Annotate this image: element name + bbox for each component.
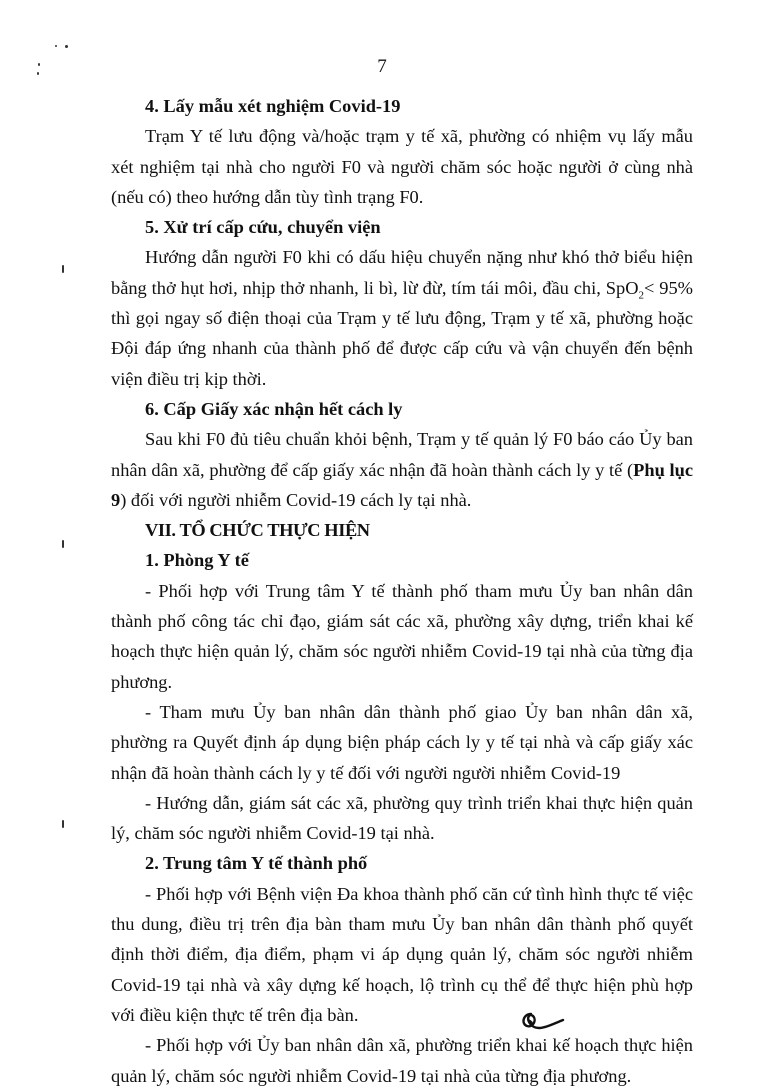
scan-speck	[38, 63, 40, 66]
page-number: 7	[377, 56, 387, 77]
chapter-heading: VII. TỔ CHỨC THỰC HIỆN	[145, 520, 370, 541]
section-paragraph	[111, 242, 693, 393]
section-paragraph: - Hướng dẫn, giám sát các xã, phường quy trình triển khai thực hiện quản lý, chăm sóc người nhiễm Covid-19 tại nhà.	[111, 792, 693, 844]
section-paragraph	[111, 424, 693, 515]
section-paragraph: - Tham mưu Ủy ban nhân dân thành phố giao Ủy ban nhân dân xã, phường ra Quyết định áp dụng biện pháp cách ly y tế tại nhà và cấp giấy xác nhận đã hoàn thành cách ly y tế đối với người người nhiễm Covid-19	[111, 701, 693, 783]
appendix-reference: Phụ lục 9	[111, 459, 693, 510]
section-heading: 5. Xử trí cấp cứu, chuyển viện	[145, 217, 381, 238]
section-heading: 4. Lấy mẫu xét nghiệm Covid-19	[145, 96, 401, 116]
section-heading: 1. Phòng Y tế	[145, 550, 249, 571]
section-paragraph: - Phối hợp với Bệnh viện Đa khoa thành phố căn cứ tình hình thực tế việc thu dung, điều trị trên địa bàn tham mưu Ủy ban nhân dân thành phố quyết định thời điểm, địa điểm, phạm vi áp dụng quản lý, chăm sóc người nhiễm Covid-19 tại nhà và xây dựng kế hoạch, lộ trình cụ thể để thực hiện phù hợp với điều kiện thực tế trên địa bàn.	[111, 883, 693, 1025]
signature-initial-icon	[519, 1008, 569, 1038]
paragraph-text: Hướng dẫn người F0 khi có dấu hiệu chuyển nặng như khó thở biểu hiện bằng thở hụt hơi, nhịp thở nhanh, li bì, lừ đừ, tím tái môi, đầu chi, SpO	[111, 247, 693, 298]
section-paragraph: Trạm Y tế lưu động và/hoặc trạm y tế xã, phường có nhiệm vụ lấy mẫu xét nghiệm tại nhà cho người F0 và người chăm sóc hoặc người ở cùng nhà (nếu có) theo hướng dẫn tùy tình trạng F0.	[111, 126, 693, 207]
section-heading: 2. Trung tâm Y tế thành phố	[145, 853, 368, 874]
subscript: 2	[638, 289, 644, 302]
document-body	[111, 91, 693, 1091]
paragraph-text: Sau khi F0 đủ tiêu chuẩn khỏi bệnh, Trạm y tế quản lý F0 báo cáo Ủy ban nhân dân xã, phường để cấp giấy xác nhận đã hoàn thành cách ly y tế (	[111, 429, 693, 480]
scan-speck	[62, 540, 64, 548]
paragraph-text: < 95% thì gọi ngay số điện thoại của Trạm y tế lưu động, Trạm y tế xã, phường hoặc Đội đáp ứng nhanh của thành phố để được cấp cứu và vận chuyển đến bệnh viện điều trị kịp thời.	[111, 277, 693, 389]
scan-speck	[62, 820, 64, 828]
section-paragraph: - Phối hợp với Trung tâm Y tế thành phố tham mưu Ủy ban nhân dân thành phố công tác chỉ đạo, giám sát các xã, phường xây dựng, triển khai kế hoạch thực hiện quản lý, chăm sóc người nhiễm Covid-19 tại nhà của từng địa phương.	[111, 580, 693, 692]
section-paragraph: - Phối hợp với Ủy ban nhân dân xã, phường triển khai kế hoạch thực hiện quản lý, chăm sóc người nhiễm Covid-19 tại nhà của từng địa phương.	[111, 1035, 693, 1086]
scan-speck	[37, 72, 39, 75]
scan-speck	[62, 265, 64, 273]
scan-speck	[55, 45, 57, 47]
scan-speck	[65, 45, 68, 48]
section-heading: 6. Cấp Giấy xác nhận hết cách ly	[145, 398, 403, 419]
paragraph-text: ) đối với người nhiễm Covid-19 cách ly tại nhà.	[120, 489, 472, 510]
